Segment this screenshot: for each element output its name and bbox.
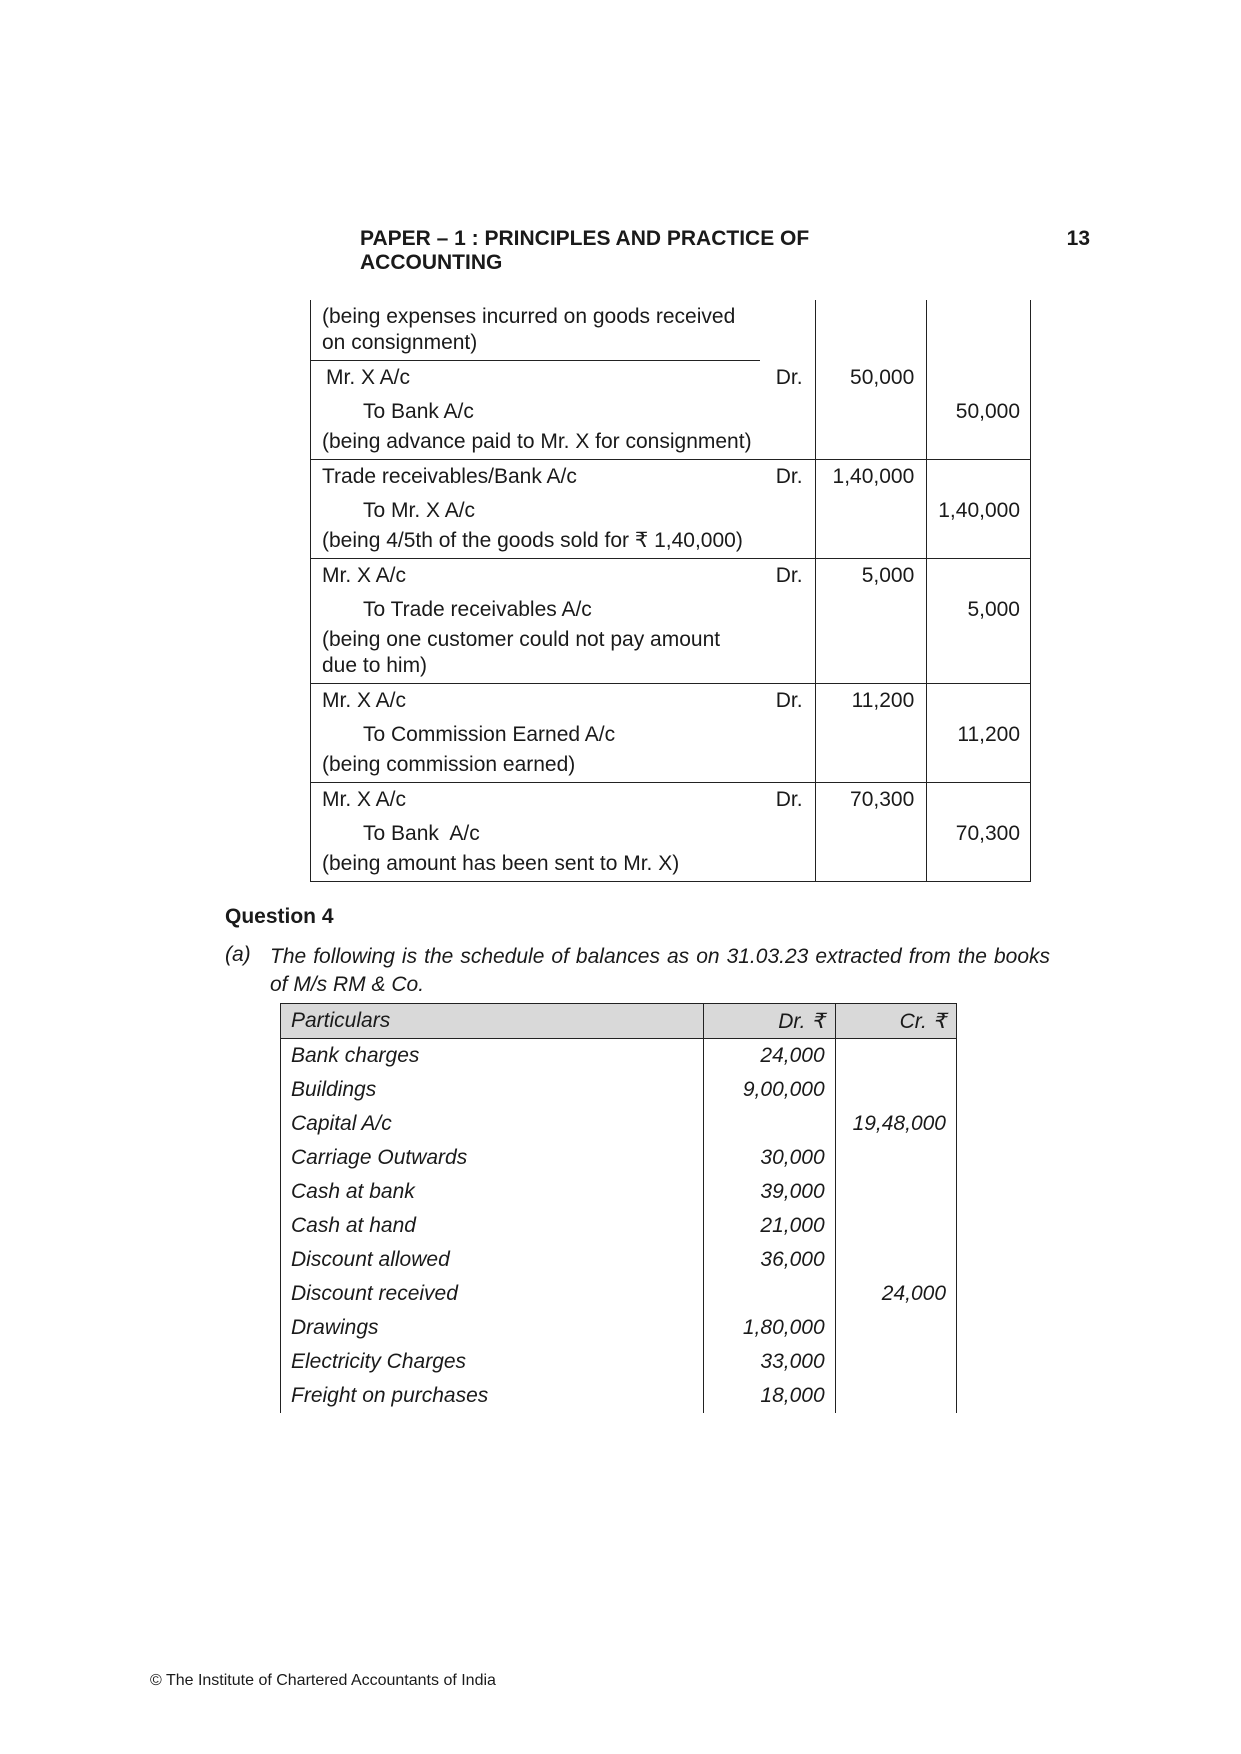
table-row xyxy=(281,1379,957,1413)
row-dr: 33,000 xyxy=(704,1345,835,1379)
table-header-row xyxy=(281,1004,957,1039)
entry-narration: (being commission earned) xyxy=(322,753,576,776)
row-dr xyxy=(704,1277,835,1311)
credit-account: To Bank A/c xyxy=(363,400,474,423)
table-row xyxy=(281,1141,957,1175)
journal-table xyxy=(310,300,1031,882)
row-particulars: Discount received xyxy=(281,1277,704,1311)
row-particulars: Cash at bank xyxy=(281,1175,704,1209)
debit-account: Mr. X A/c xyxy=(322,788,407,811)
page-number: 13 xyxy=(1066,227,1090,250)
credit-amount: 50,000 xyxy=(955,400,1020,423)
table-row xyxy=(281,1039,957,1074)
page-header-title: PAPER – 1 : PRINCIPLES AND PRACTICE OF ACCOUNTING xyxy=(360,227,810,274)
row-cr: 24,000 xyxy=(835,1277,956,1311)
row-cr xyxy=(835,1175,956,1209)
question-heading: Question 4 xyxy=(225,905,334,928)
header-cr: Cr. ₹ xyxy=(835,1004,956,1039)
dr-label: Dr. xyxy=(758,460,816,494)
journal-entry xyxy=(310,782,1031,882)
table-row xyxy=(281,1345,957,1379)
table-row xyxy=(281,1209,957,1243)
row-cr xyxy=(835,1243,956,1277)
row-dr: 30,000 xyxy=(704,1141,835,1175)
dr-label: Dr. xyxy=(758,684,816,718)
journal-entry xyxy=(310,361,1031,459)
table-row xyxy=(281,1175,957,1209)
dr-label: Dr. xyxy=(758,559,816,593)
journal-entry xyxy=(310,683,1031,782)
credit-amount: 5,000 xyxy=(967,598,1020,621)
table-row xyxy=(281,1107,957,1141)
debit-amount: 11,200 xyxy=(816,684,928,718)
row-particulars: Drawings xyxy=(281,1311,704,1345)
debit-account: Mr. X A/c xyxy=(322,689,407,712)
row-particulars: Carriage Outwards xyxy=(281,1141,704,1175)
debit-account: Mr. X A/c xyxy=(326,366,411,389)
row-cr xyxy=(835,1311,956,1345)
debit-amount: 70,300 xyxy=(816,783,928,817)
row-dr xyxy=(704,1107,835,1141)
table-row xyxy=(281,1243,957,1277)
dr-label: Dr. xyxy=(758,783,816,817)
footer-copyright: © The Institute of Chartered Accountants of India xyxy=(150,1672,496,1689)
row-cr xyxy=(835,1039,956,1074)
row-particulars: Discount allowed xyxy=(281,1243,704,1277)
row-dr: 9,00,000 xyxy=(704,1073,835,1107)
row-cr: 19,48,000 xyxy=(835,1107,956,1141)
entry-narration: (being amount has been sent to Mr. X) xyxy=(322,852,680,875)
debit-amount: 1,40,000 xyxy=(816,460,928,494)
entry-narration: (being advance paid to Mr. X for consignment) xyxy=(322,430,752,453)
row-particulars: Bank charges xyxy=(281,1039,704,1074)
schedule-of-balances-table xyxy=(280,1003,957,1413)
entry-narration: (being 4/5th of the goods sold for ₹ 1,40,000) xyxy=(322,529,743,552)
journal-top-narration-row xyxy=(310,300,1031,361)
credit-account: To Commission Earned A/c xyxy=(363,723,616,746)
journal-entry xyxy=(310,459,1031,558)
table-row xyxy=(281,1311,957,1345)
debit-account: Trade receivables/Bank A/c xyxy=(322,465,577,488)
question-part-text: The following is the schedule of balances as on 31.03.23 extracted from the books of M/s RM & Co. xyxy=(270,945,1050,996)
credit-account: To Bank A/c xyxy=(363,822,480,845)
row-dr: 24,000 xyxy=(704,1039,835,1074)
row-particulars: Buildings xyxy=(281,1073,704,1107)
row-cr xyxy=(835,1141,956,1175)
row-particulars: Cash at hand xyxy=(281,1209,704,1243)
row-cr xyxy=(835,1345,956,1379)
row-particulars: Electricity Charges xyxy=(281,1345,704,1379)
debit-amount: 50,000 xyxy=(816,361,928,395)
row-dr: 21,000 xyxy=(704,1209,835,1243)
journal-entry xyxy=(310,558,1031,683)
debit-amount: 5,000 xyxy=(816,559,928,593)
row-dr: 18,000 xyxy=(704,1379,835,1413)
debit-account: Mr. X A/c xyxy=(322,564,407,587)
row-dr: 39,000 xyxy=(704,1175,835,1209)
dr-label: Dr. xyxy=(758,361,816,395)
credit-account: To Mr. X A/c xyxy=(363,499,476,522)
question-part-label: (a) xyxy=(225,943,251,966)
credit-amount: 70,300 xyxy=(955,822,1020,845)
row-dr: 36,000 xyxy=(704,1243,835,1277)
entry-narration: (being one customer could not pay amount due to him) xyxy=(322,628,721,677)
header-particulars: Particulars xyxy=(281,1004,704,1039)
row-cr xyxy=(835,1209,956,1243)
table-row xyxy=(281,1277,957,1311)
row-particulars: Capital A/c xyxy=(281,1107,704,1141)
header-dr: Dr. ₹ xyxy=(704,1004,835,1039)
table-row xyxy=(281,1073,957,1107)
journal-top-narration: (being expenses incurred on goods received on consignment) xyxy=(311,300,760,361)
credit-amount: 11,200 xyxy=(957,723,1020,746)
row-dr: 1,80,000 xyxy=(704,1311,835,1345)
credit-account: To Trade receivables A/c xyxy=(363,598,592,621)
row-cr xyxy=(835,1073,956,1107)
row-particulars: Freight on purchases xyxy=(281,1379,704,1413)
credit-amount: 1,40,000 xyxy=(938,499,1020,522)
row-cr xyxy=(835,1379,956,1413)
